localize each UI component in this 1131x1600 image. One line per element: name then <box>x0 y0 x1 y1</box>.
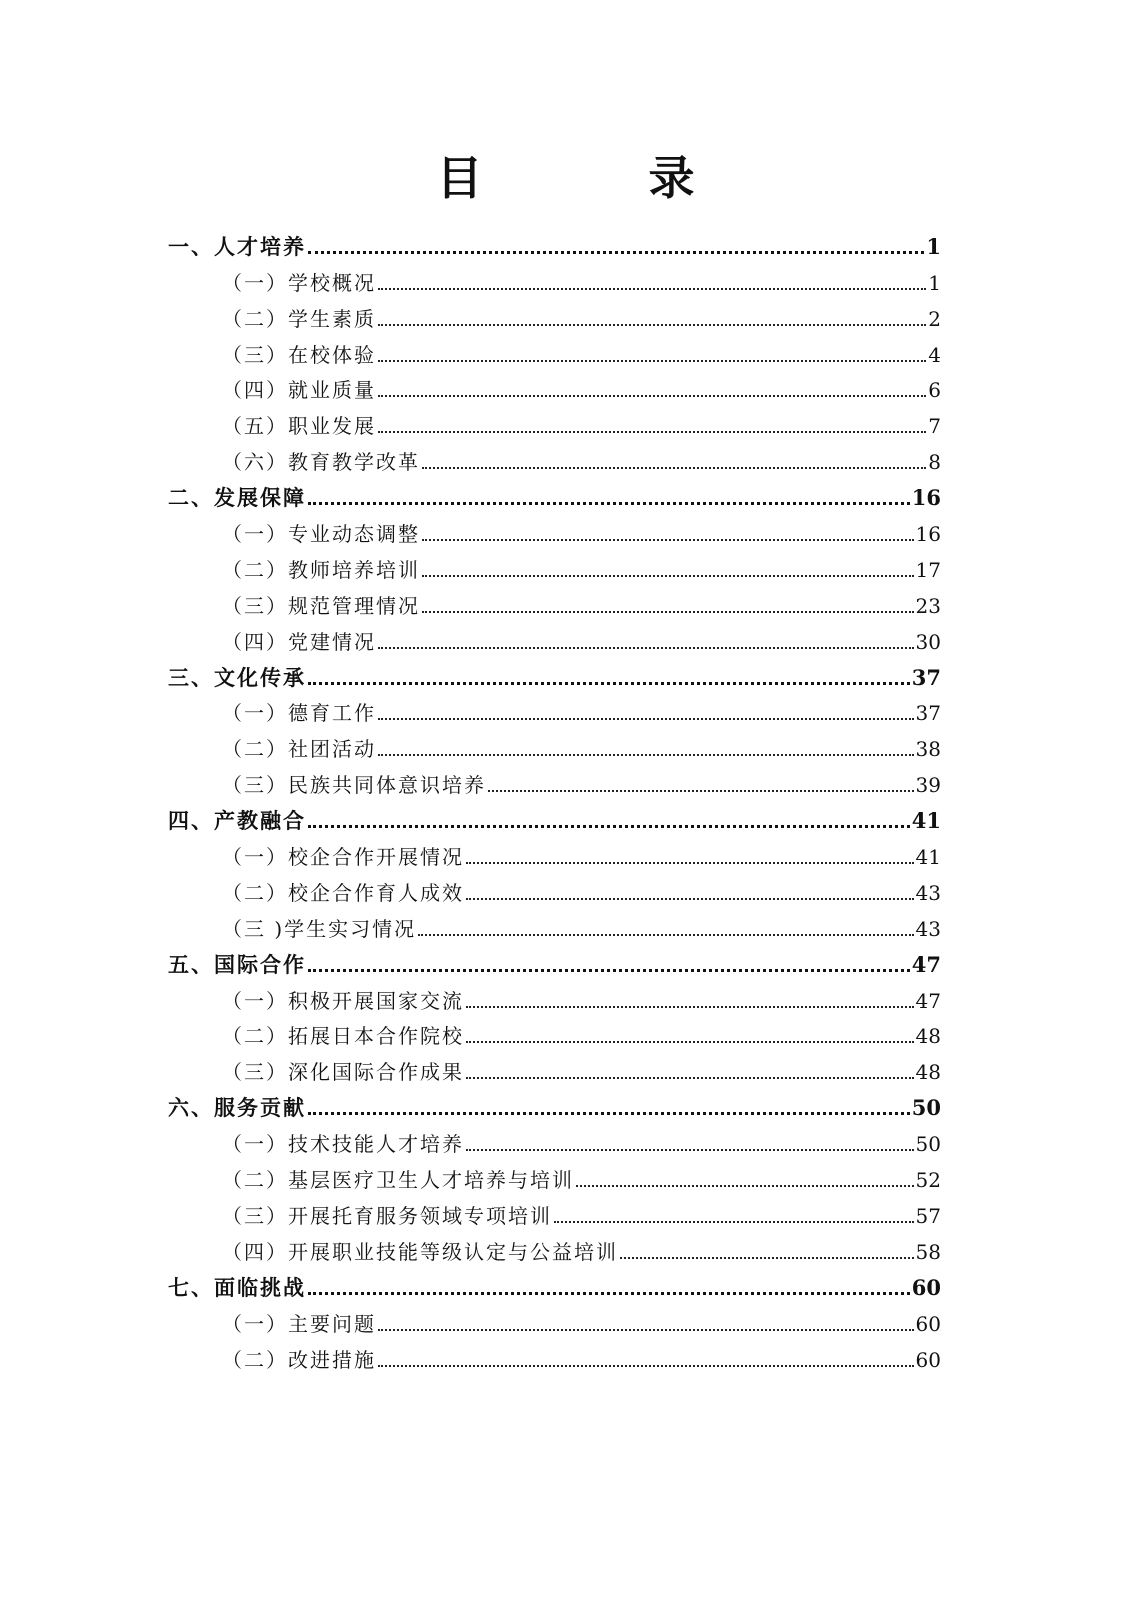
dot-leader <box>422 611 914 613</box>
toc-section-entry[interactable] <box>222 405 941 441</box>
toc-section-entry[interactable] <box>222 1195 941 1231</box>
dot-leader <box>308 969 910 972</box>
dot-leader <box>422 539 914 541</box>
toc-entry-label: （三）在校体验 <box>222 342 376 367</box>
toc-section-entry[interactable] <box>222 549 941 585</box>
toc-section-entry[interactable] <box>222 693 941 729</box>
toc-section-entry[interactable] <box>222 1339 941 1375</box>
dot-leader <box>466 1149 914 1151</box>
dot-leader <box>308 251 924 254</box>
toc-page-number: 1 <box>928 270 941 295</box>
toc-entry-label: （三 )学生实习情况 <box>222 916 417 941</box>
dot-leader <box>308 1292 910 1295</box>
toc-page-number: 8 <box>928 450 941 475</box>
toc-entry-label: （四）就业质量 <box>222 378 376 403</box>
toc-section-entry[interactable] <box>222 441 941 477</box>
dot-leader <box>378 754 914 756</box>
toc-page-number: 50 <box>911 1095 941 1121</box>
toc-page-number: 52 <box>915 1168 941 1193</box>
toc-section-entry[interactable] <box>222 1303 941 1339</box>
toc-section-entry[interactable] <box>222 585 941 621</box>
toc-chapter-entry[interactable] <box>168 1087 941 1123</box>
toc-chapter-entry[interactable] <box>168 226 941 262</box>
toc-page-number: 37 <box>911 664 941 690</box>
dot-leader <box>378 1329 914 1331</box>
toc-section-entry[interactable] <box>222 1159 941 1195</box>
toc-section-entry[interactable] <box>222 1123 941 1159</box>
toc-page-number: 48 <box>915 1024 941 1049</box>
toc-section-entry[interactable] <box>222 872 941 908</box>
toc-page-number: 60 <box>911 1274 941 1300</box>
toc-entry-label: （一）校企合作开展情况 <box>222 845 464 870</box>
toc-entry-label: （五）职业发展 <box>222 414 376 439</box>
table-of-contents <box>0 226 1131 1375</box>
toc-section-entry[interactable] <box>222 908 941 944</box>
dot-leader <box>308 1112 910 1115</box>
toc-entry-label: （一）积极开展国家交流 <box>222 988 464 1013</box>
toc-entry-label: （三）规范管理情况 <box>222 593 420 618</box>
toc-entry-label: （六）教育教学改革 <box>222 450 420 475</box>
toc-entry-label: （二）改进措施 <box>222 1347 376 1372</box>
dot-leader <box>620 1257 914 1259</box>
dot-leader <box>554 1221 914 1223</box>
toc-entry-label: 二、发展保障 <box>168 485 306 511</box>
toc-page-number: 43 <box>915 880 941 905</box>
toc-entry-label: 五、国际合作 <box>168 951 306 977</box>
toc-section-entry[interactable] <box>222 980 941 1016</box>
dot-leader <box>378 324 926 326</box>
dot-leader <box>378 360 926 362</box>
toc-page-number: 6 <box>928 378 941 403</box>
toc-section-entry[interactable] <box>222 764 941 800</box>
toc-section-entry[interactable] <box>222 728 941 764</box>
page-title: 目 录 <box>436 151 755 205</box>
toc-entry-label: （一）主要问题 <box>222 1311 376 1336</box>
toc-page-number: 48 <box>915 1060 941 1085</box>
toc-page-number: 7 <box>928 414 941 439</box>
toc-entry-label: （二）社团活动 <box>222 737 376 762</box>
toc-entry-label: 七、面临挑战 <box>168 1274 306 1300</box>
toc-page-number: 30 <box>915 629 941 654</box>
toc-page-number: 47 <box>911 951 941 977</box>
toc-entry-label: （一）技术技能人才培养 <box>222 1132 464 1157</box>
dot-leader <box>488 790 914 792</box>
toc-page-number: 16 <box>915 522 941 547</box>
toc-entry-label: （二）教师培养培训 <box>222 557 420 582</box>
toc-entry-label: （四）开展职业技能等级认定与公益培训 <box>222 1239 618 1264</box>
toc-entry-label: 四、产教融合 <box>168 808 306 834</box>
toc-chapter-entry[interactable] <box>168 944 941 980</box>
dot-leader <box>576 1185 914 1187</box>
dot-leader <box>378 288 926 290</box>
toc-page-number: 57 <box>915 1203 941 1228</box>
toc-entry-label: （三）民族共同体意识培养 <box>222 773 486 798</box>
toc-chapter-entry[interactable] <box>168 657 941 693</box>
toc-entry-label: （三）深化国际合作成果 <box>222 1060 464 1085</box>
toc-page-number: 1 <box>926 233 941 259</box>
toc-section-entry[interactable] <box>222 1016 941 1052</box>
dot-leader <box>378 395 926 397</box>
dot-leader <box>422 575 914 577</box>
toc-page-number: 60 <box>915 1347 941 1372</box>
toc-section-entry[interactable] <box>222 513 941 549</box>
toc-entry-label: （二）学生素质 <box>222 306 376 331</box>
toc-page-number: 17 <box>915 557 941 582</box>
toc-page-number: 2 <box>928 306 941 331</box>
toc-page-number: 4 <box>928 342 941 367</box>
toc-section-entry[interactable] <box>222 1231 941 1267</box>
toc-section-entry[interactable] <box>222 621 941 657</box>
toc-page-number: 37 <box>915 701 941 726</box>
dot-leader <box>418 934 913 936</box>
toc-page-number: 58 <box>915 1239 941 1264</box>
toc-page-number: 38 <box>915 737 941 762</box>
toc-page-number: 41 <box>915 845 941 870</box>
toc-section-entry[interactable] <box>222 334 941 370</box>
dot-leader <box>466 898 914 900</box>
toc-entry-label: 三、文化传承 <box>168 664 306 690</box>
toc-entry-label: （一）学校概况 <box>222 270 376 295</box>
toc-page-number: 39 <box>915 773 941 798</box>
toc-entry-label: 六、服务贡献 <box>168 1095 306 1121</box>
toc-section-entry[interactable] <box>222 836 941 872</box>
dot-leader <box>378 647 914 649</box>
toc-entry-label: （二）基层医疗卫生人才培养与培训 <box>222 1168 574 1193</box>
toc-entry-label: （二）拓展日本合作院校 <box>222 1024 464 1049</box>
toc-page-number: 41 <box>911 808 941 834</box>
toc-chapter-entry[interactable] <box>168 1267 941 1303</box>
toc-section-entry[interactable] <box>222 298 941 334</box>
dot-leader <box>466 1041 914 1043</box>
toc-page-number: 60 <box>915 1311 941 1336</box>
dot-leader <box>378 718 914 720</box>
dot-leader <box>378 1365 914 1367</box>
toc-page-number: 47 <box>915 988 941 1013</box>
toc-section-entry[interactable] <box>222 262 941 298</box>
toc-page-number: 23 <box>915 593 941 618</box>
toc-entry-label: （一）专业动态调整 <box>222 522 420 547</box>
dot-leader <box>466 1077 914 1079</box>
dot-leader <box>308 682 910 685</box>
toc-page-number: 16 <box>911 485 941 511</box>
dot-leader <box>308 825 910 828</box>
dot-leader <box>308 502 910 505</box>
toc-entry-label: （二）校企合作育人成效 <box>222 880 464 905</box>
toc-section-entry[interactable] <box>222 370 941 406</box>
dot-leader <box>378 431 926 433</box>
dot-leader <box>466 862 914 864</box>
toc-entry-label: （一）德育工作 <box>222 701 376 726</box>
toc-chapter-entry[interactable] <box>168 800 941 836</box>
toc-section-entry[interactable] <box>222 1051 941 1087</box>
toc-entry-label: （四）党建情况 <box>222 629 376 654</box>
toc-entry-label: （三）开展托育服务领域专项培训 <box>222 1203 552 1228</box>
dot-leader <box>422 467 926 469</box>
toc-entry-label: 一、人才培养 <box>168 233 306 259</box>
toc-chapter-entry[interactable] <box>168 477 941 513</box>
dot-leader <box>466 1006 914 1008</box>
toc-page-number: 43 <box>915 916 941 941</box>
toc-page-number: 50 <box>915 1132 941 1157</box>
